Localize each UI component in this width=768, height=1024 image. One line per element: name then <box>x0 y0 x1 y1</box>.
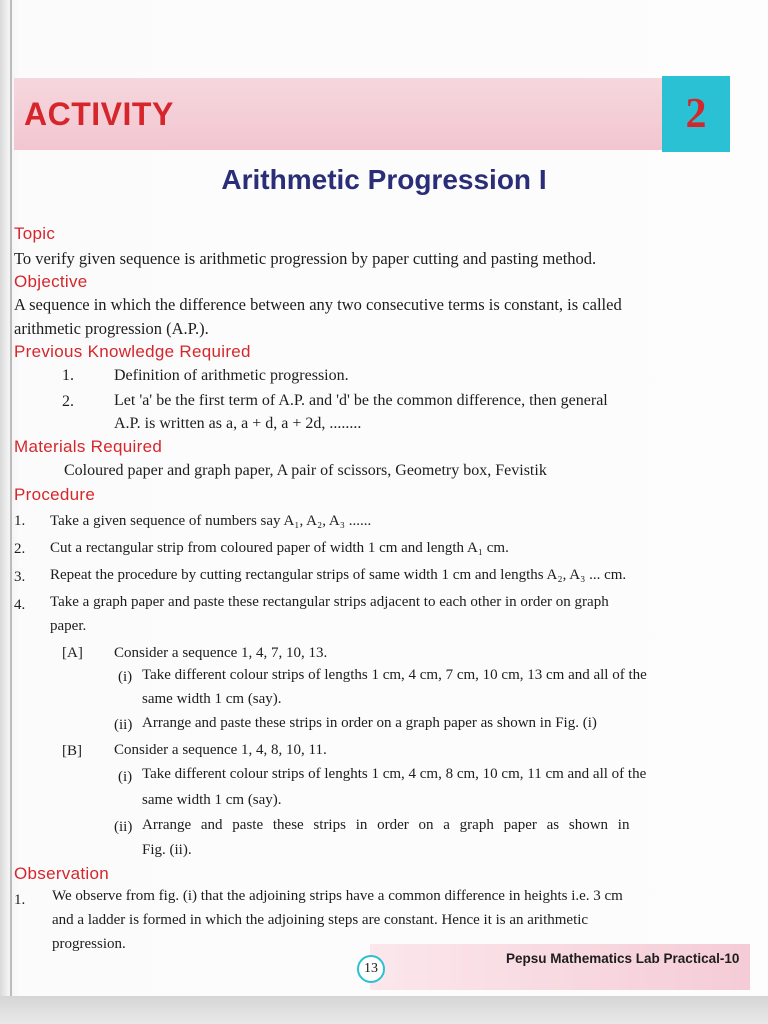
procedure-step-text: Cut a rectangular strip from coloured paper of width 1 cm and length A₁ cm. <box>50 540 509 556</box>
topic-heading: Topic <box>14 224 56 243</box>
observation-heading: Observation <box>14 864 109 883</box>
footer-book-title: Pepsu Mathematics Lab Practical-10 <box>506 951 740 966</box>
page-bottom-shadow <box>0 996 768 1024</box>
sub-b-text: Consider a sequence 1, 4, 8, 10, 11. <box>114 742 327 758</box>
sub-a-ii-text: Arrange and paste these strips in order on a graph paper as shown in Fig. (i) <box>142 715 597 731</box>
sub-a-i-label: (i) <box>118 669 133 685</box>
pk-item-text: Definition of arithmetic progression. <box>114 367 349 384</box>
previous-knowledge-heading: Previous Knowledge Required <box>14 342 251 361</box>
sub-b-i-text-cont: same width 1 cm (say). <box>142 792 282 808</box>
objective-line-2: arithmetic progression (A.P.). <box>14 319 209 338</box>
topic-text: To verify given sequence is arithmetic progression by paper cutting and pasting method. <box>14 249 597 268</box>
sub-b-i-label: (i) <box>118 769 133 785</box>
sub-b-ii-text-cont: Fig. (ii). <box>142 842 192 858</box>
observation-line-1: We observe from fig. (i) that the adjoining strips have a common difference in heights i.e. 3 cm <box>52 888 623 904</box>
sub-a-text: Consider a sequence 1, 4, 7, 10, 13. <box>114 645 328 661</box>
observation-line-3: progression. <box>52 936 126 952</box>
pk-item-text-cont: A.P. is written as a, a + d, a + 2d, ........ <box>114 415 362 432</box>
procedure-step-text-cont: paper. <box>50 618 87 634</box>
sub-a-i-text-cont: same width 1 cm (say). <box>142 691 282 707</box>
materials-text: Coloured paper and graph paper, A pair of scissors, Geometry box, Fevistik <box>64 462 547 479</box>
sub-a-ii-label: (ii) <box>114 717 133 733</box>
observation-line-2: and a ladder is formed in which the adjoining steps are constant. Hence it is an arithmetic <box>52 912 589 928</box>
pk-item-text: Let 'a' be the first term of A.P. and 'd' be the common difference, then general <box>114 392 608 409</box>
page-edge <box>10 0 12 1000</box>
materials-heading: Materials Required <box>14 437 163 456</box>
activity-number-box <box>662 76 730 152</box>
objective-heading: Objective <box>14 272 88 291</box>
sub-b-ii-text: Arrange and paste these strips in order on a graph paper as shown in <box>142 817 630 833</box>
procedure-step-text: Repeat the procedure by cutting rectangular strips of same width 1 cm and lengths A₂, A₃ ... cm. <box>50 567 627 583</box>
objective-line-1: A sequence in which the difference between any two consecutive terms is constant, is called <box>14 295 622 314</box>
procedure-step-number: 1. <box>14 513 26 529</box>
page-title: Arithmetic Progression I <box>221 164 547 195</box>
pk-item-number: 1. <box>62 367 74 384</box>
sub-a-label: [A] <box>62 645 83 661</box>
sub-b-label: [B] <box>62 743 82 759</box>
pk-item-number: 2. <box>62 393 74 410</box>
page-number: 13 <box>357 955 385 983</box>
activity-number: 2 <box>685 91 707 137</box>
procedure-step-number: 4. <box>14 597 26 613</box>
sub-b-i-text: Take different colour strips of lenghts 1 cm, 4 cm, 8 cm, 10 cm, 11 cm and all of the <box>142 766 647 782</box>
procedure-heading: Procedure <box>14 485 96 504</box>
procedure-step-text: Take a graph paper and paste these rectangular strips adjacent to each other in order on graph <box>50 594 609 610</box>
sub-a-i-text: Take different colour strips of lengths 1 cm, 4 cm, 7 cm, 10 cm, 13 cm and all of the <box>142 667 647 683</box>
observation-number: 1. <box>14 892 26 908</box>
sub-b-ii-label: (ii) <box>114 819 133 835</box>
procedure-step-number: 2. <box>14 541 26 557</box>
activity-label: ACTIVITY <box>24 96 174 132</box>
procedure-step-number: 3. <box>14 569 26 585</box>
procedure-step-text: Take a given sequence of numbers say A₁, A₂, A₃ ...... <box>50 513 372 529</box>
